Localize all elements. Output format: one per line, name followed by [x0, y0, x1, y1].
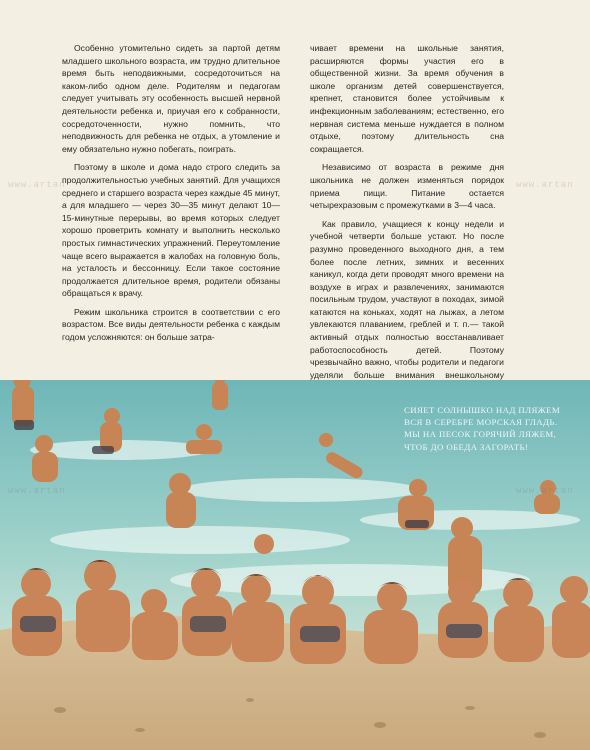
paragraph: Как правило, учащиеся к концу недели и учебной четверти больше устают. Но после разумно проведенного выходного дня, а тем более после летних, зимних и весенних каникул, когда дети проводят много времени на воздухе в играх и развлечениях, занимаются посильным трудом, участвуют в походах, зимой катаются на коньках, ходят на лыжах, а летом увлекаются плаванием, греблей и т. п.— такой активный отдых полностью восстанавливает работоспособность детей. Поэтому чрезвычайно важно, чтобы родители и педагоги уделяли больше внимания внешкольному	[310, 218, 504, 380]
poem-line: ЧТОБ ДО ОБЕДА ЗАГОРАТЬ!	[404, 441, 529, 452]
paragraph: Поэтому в школе и дома надо строго следить за продолжительностью учебных занятий. Для учащихся среднего и старшего возраста через каждые 45 минут, а для младшего — через 30—35 минут делают 10—15-минутные перерывы, во время которых следует хорошо проветрить комнату и выполнить несколько простых гимнастических упражнений. Переутомление чаще всего выражается в жалобах на головную боль, на усталость и бессонницу. Если такое состояние продолжается длительное время, родители обязаны обращаться к врачу.	[62, 162, 280, 299]
watermark: www.artan	[8, 180, 66, 190]
paragraph: Независимо от возраста в режиме дня школьника не должен изменяться порядок приема пищи. Питание остается четырехразовым с промежутками в 3—4 часа.	[310, 162, 504, 211]
watermark: www.artan	[8, 486, 66, 496]
watermark: www.artan	[516, 486, 574, 496]
poem-caption	[404, 404, 580, 453]
text-column-left	[62, 42, 280, 350]
text-column-right	[310, 42, 504, 400]
watermark: www.artan	[516, 180, 574, 190]
poem-line: ВСЯ В СЕРЕБРЕ МОРСКАЯ ГЛАДЬ.	[404, 417, 558, 428]
paragraph: Режим школьника строится в соответствии с его возрастом. Все виды деятельности ребенка с каждым годом усложняются: он больше затра-	[62, 306, 280, 343]
paragraph: чивает времени на школьные занятия, расширяются формы участия его в общественной жизни. За время обучения в школе организм детей совершенствуется, крепнет, становится более устойчивым к инфекционным заболеваниям; естественно, его нервная система меньше нуждается в полном отдыхе, поэтому длительность сна сокращается.	[310, 43, 504, 154]
poem-line: СИЯЕТ СОЛНЫШКО НАД ПЛЯЖЕМ	[404, 405, 561, 415]
paragraph: Особенно утомительно сидеть за партой детям младшего школьного возраста, им трудно длительное время быть неподвижными, сосредоточиться на каком-либо одном деле. Родителям и педагогам следует учитывать эту особенность высшей нервной деятельности ребенка и, приучая его к собранности, сосредоточенности, нужно помнить, что неподвижность для ребенка не отдых, а утомление и ему обязательно нужно побегать, поиграть.	[62, 43, 280, 154]
poem-line: МЫ НА ПЕСОК ГОРЯЧИЙ ЛЯЖЕМ,	[404, 429, 557, 440]
